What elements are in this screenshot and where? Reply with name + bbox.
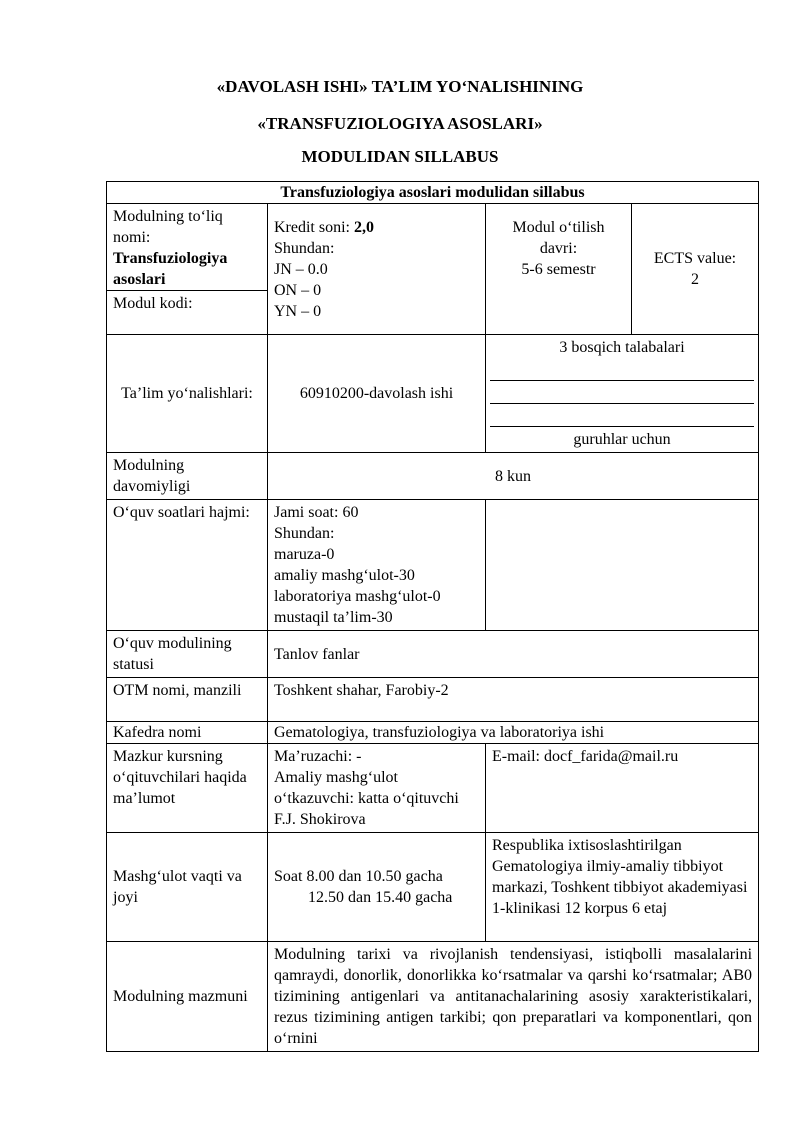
- credit-cell: [268, 204, 486, 335]
- time-cell: [268, 833, 486, 942]
- document-title-line1: «DAVOLASH ISHI» TA’LIM YO‘NALISHINING: [216, 77, 584, 96]
- module-code-label: Modul kodi:: [107, 290, 267, 314]
- hours-independent: mustaqil ta’lim-30: [274, 609, 393, 626]
- group-blank-line: [490, 358, 754, 381]
- hours-lab: laboratoriya mashg‘ulot-0: [274, 588, 441, 605]
- hours-practical: amaliy mashg‘ulot-30: [274, 567, 415, 584]
- hours-cell: [268, 500, 486, 631]
- otm-label: OTM nomi, manzili: [107, 678, 268, 722]
- credit-label: Kredit soni:: [274, 219, 354, 236]
- directions-label: Ta’lim yo‘nalishlari:: [107, 335, 268, 453]
- hours-total: Jami soat: 60: [274, 504, 359, 521]
- teachers-label: Mazkur kursning o‘qituvchilari haqida ma’lumot: [107, 744, 268, 833]
- group-blank-line: [490, 381, 754, 404]
- place-value: Respublika ixtisoslashtirilgan Gematologiya ilmiy-amaliy tibbiyot markazi, Toshkent tibbiyot akademiyasi 1-klinikasi 12 korpus 6 etaj: [486, 833, 759, 942]
- time-line2: 12.50 dan 15.40 gacha: [308, 889, 453, 906]
- credit-yn: YN – 0: [274, 303, 322, 320]
- module-fullname-label: Modulning to‘liq nomi:: [113, 208, 223, 246]
- credit-from: Shundan:: [274, 240, 335, 257]
- credit-line: [274, 217, 479, 238]
- hours-empty-cell: [486, 500, 759, 631]
- syllabus-table: [106, 181, 759, 1052]
- time-line1: Soat 8.00 dan 10.50 gacha: [274, 868, 443, 885]
- ects-cell: [632, 204, 759, 335]
- lecturer: Ma’ruzachi: -: [274, 748, 362, 765]
- group-blank-line: [490, 404, 754, 427]
- semester-value: 5-6 semestr: [521, 261, 596, 278]
- semester-cell: [486, 204, 632, 335]
- document-title-line3: MODULIDAN SILLABUS: [301, 147, 499, 166]
- time-place-label: Mashg‘ulot vaqti va joyi: [107, 833, 268, 942]
- email: E-mail: docf_farida@mail.ru: [486, 744, 759, 833]
- otm-value: Toshkent shahar, Farobiy-2: [268, 678, 759, 722]
- department-label: Kafedra nomi: [107, 722, 268, 744]
- ects-label: ECTS value:: [653, 250, 737, 267]
- credit-value: 2,0: [354, 219, 374, 236]
- status-value: Tanlov fanlar: [268, 631, 759, 678]
- credit-on: ON – 0: [274, 282, 322, 299]
- credit-jn: JN – 0.0: [274, 261, 328, 278]
- content-label: Modulning mazmuni: [107, 942, 268, 1052]
- table-caption: Transfuziologiya asoslari modulidan sillabus: [107, 182, 759, 204]
- hours-label: O‘quv soatlari hajmi:: [107, 500, 268, 631]
- semester-label: Modul o‘tilish davri:: [512, 219, 605, 257]
- content-value: Modulning tarixi va rivojlanish tendensiyasi, istiqbolli masalalarini qamraydi, donorlik, donorlikka ko‘rsatmalar va qarshi ko‘rsatmalar; AB0 tizimining antigenlari va antitanachalarining asosiy xarakteristikalari, rezus tizimining antigen tarkibi; qon preparatlari va komponentlari, qon o‘rnini: [268, 942, 759, 1052]
- stage-label: 3 bosqich talabalari: [559, 339, 685, 356]
- module-fullname-value: Transfuziologiya asoslari: [113, 250, 228, 288]
- practical-teacher: Amaliy mashg‘ulot o‘tkazuvchi: katta o‘qituvchi F.J. Shokirova: [274, 769, 459, 828]
- teachers-cell: [268, 744, 486, 833]
- document-title-line2: «TRANSFUZIOLOGIYA ASOSLARI»: [257, 114, 543, 133]
- directions-value: 60910200-davolash ishi: [268, 335, 486, 453]
- status-label: O‘quv modulining statusi: [107, 631, 268, 678]
- duration-value: 8 kun: [268, 453, 759, 500]
- stage-cell: [486, 335, 759, 453]
- hours-lecture: maruza-0: [274, 546, 335, 563]
- groups-label: guruhlar uchun: [573, 431, 671, 448]
- hours-from: Shundan:: [274, 525, 335, 542]
- ects-value: 2: [691, 271, 700, 288]
- department-value: Gematologiya, transfuziologiya va laboratoriya ishi: [268, 722, 759, 744]
- duration-label: Modulning davomiyligi: [107, 453, 268, 500]
- module-name-cell: [107, 204, 268, 335]
